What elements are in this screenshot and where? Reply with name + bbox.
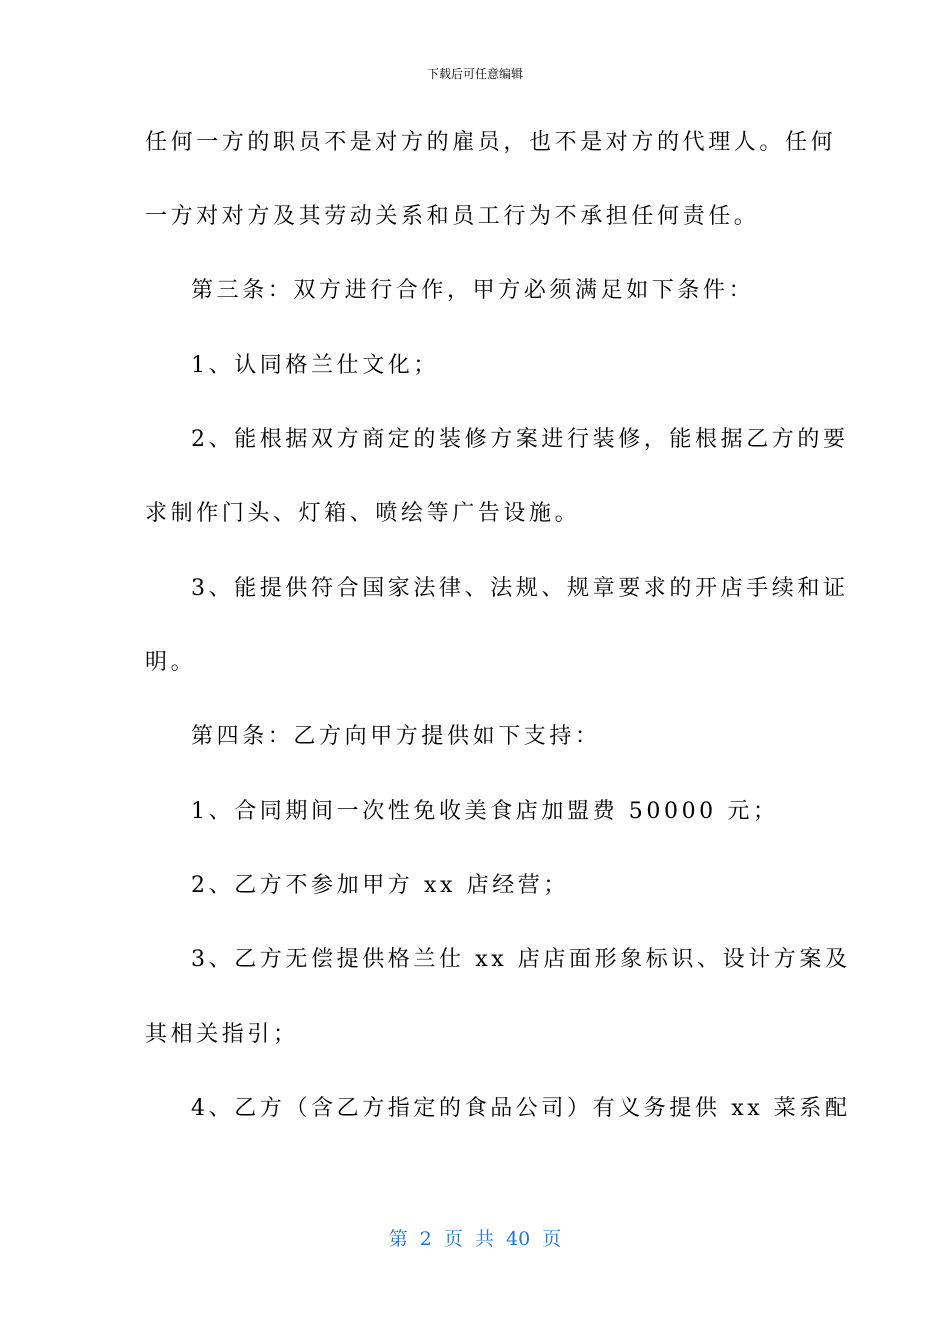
list-item: 2、能根据双方商定的装修方案进行装修，能根据乙方的要 [191,427,849,452]
list-item: 4、乙方（含乙方指定的食品公司）有义务提供 xx 菜系配 [191,1096,851,1121]
text-line: 求制作门头、灯箱、喷绘等广告设施。 [145,501,581,526]
page-number: 第 2 页 共 40 页 [388,1228,562,1250]
list-item: 1、认同格兰仕文化； [191,353,439,378]
list-item: 3、乙方无偿提供格兰仕 xx 店店面形象标识、设计方案及 [191,947,851,972]
text-line: 一方对对方及其劳动关系和员工行为不承担任何责任。 [145,204,760,229]
text-line: 其相关指引； [145,1022,299,1047]
list-item: 1、合同期间一次性免收美食店加盟费 50000 元； [191,799,779,824]
text-line: 明。 [145,650,197,675]
article-heading: 第四条：乙方向甲方提供如下支持： [191,724,601,749]
list-item: 3、能提供符合国家法律、法规、规章要求的开店手续和证 [191,576,849,601]
list-item: 2、乙方不参加甲方 xx 店经营； [191,873,569,898]
text-line: 任何一方的职员不是对方的雇员，也不是对方的代理人。任何 [145,130,837,155]
article-heading: 第三条：双方进行合作，甲方必须满足如下条件： [191,278,755,303]
page-header: 下载后可任意编辑 [426,67,523,81]
